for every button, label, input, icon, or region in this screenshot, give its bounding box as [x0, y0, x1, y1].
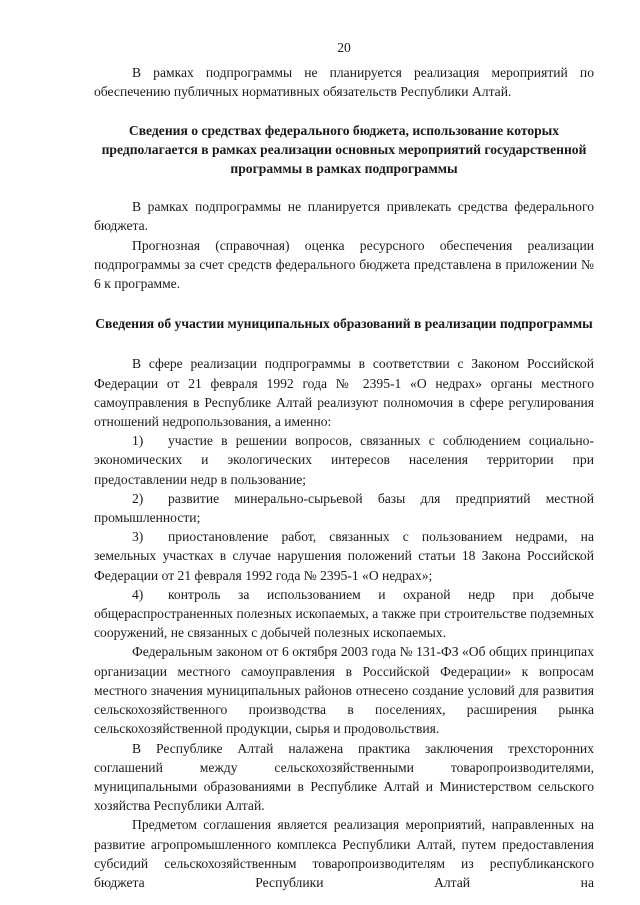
- paragraph-federal-estimate: Прогнозная (справочная) оценка ресурсного обеспечения реализации подпрограммы за счет средств федерального бюджета представлена в приложении № 6 к программе.: [94, 237, 594, 292]
- list-item-number: 4): [132, 586, 144, 602]
- list-item: [94, 527, 594, 585]
- paragraph-agreement-subject: Предметом соглашения является реализация мероприятий, направленных на развитие агропромышленного комплекса Республики Алтай, путем предоставления субсидий сельскохозяйственным товаропроизводителям из республиканского бюджета Республики Алтай на: [94, 817, 594, 890]
- document-page: [94, 38, 594, 892]
- list-item-text: развитие минерально-сырьевой базы для предприятий местной промышленности;: [94, 490, 594, 526]
- list-item-text: участие в решении вопросов, связанных с соблюдением социально-экономических и экологических интересов населения территории при предоставлении недр в пользование;: [94, 433, 594, 487]
- list-item-number: 3): [132, 529, 144, 545]
- list-item-number: 1): [132, 433, 144, 449]
- heading-federal-budget: Сведения о средствах федерального бюджета, использование которых предполагается в рамках реализации основных мероприятий государственной программы в рамках подпрограммы: [101, 122, 587, 177]
- paragraph-municipal-intro: В сфере реализации подпрограммы в соответствии с Законом Российской Федерации от 21 февраля 1992 года № 2395-1 «О недрах» органы местного самоуправления в Республике Алтай реализуют полномочия в сфере регулирования отношений недропользования, а именно:: [94, 356, 594, 430]
- paragraph-federal-not-planned: В рамках подпрограммы не планируется привлекать средства федерального бюджета.: [94, 199, 594, 234]
- list-item-text: приостановление работ, связанных с пользованием недрами, на земельных участках в случае нарушения положений статьи 18 Закона Российской Федерации от 21 февраля 1992 года № 2395-1 «О недрах»;: [94, 529, 594, 583]
- list-item-number: 2): [132, 490, 144, 506]
- page-number: 20: [337, 40, 351, 55]
- list-item: [94, 489, 594, 527]
- paragraph-trilateral-agreements: В Республике Алтай налажена практика заключения трехсторонних соглашений между сельскохозяйственными товаропроизводителями, муниципальными образованиями в Республике Алтай и Министерством сельского хозяйства Республики Алтай.: [94, 740, 594, 814]
- heading-municipal-participation: Сведения об участии муниципальных образований в реализации подпрограммы: [95, 316, 593, 332]
- paragraph-public-obligations: В рамках подпрограммы не планируется реализация мероприятий по обеспечению публичных нормативных обязательств Республики Алтай.: [94, 65, 594, 100]
- list-item: [94, 431, 594, 489]
- paragraph-federal-law-131: Федеральным законом от 6 октября 2003 года № 131-ФЗ «Об общих принципах организации местного самоуправления в Российской Федерации» к вопросам местного значения муниципальных районов отнесено создание условий для развития сельскохозяйственного производства в поселениях, расширения рынка сельскохозяйственной продукции, сырья и продовольствия.: [94, 644, 594, 737]
- list-item: [94, 585, 594, 643]
- list-item-text: контроль за использованием и охраной недр при добыче общераспространенных полезных ископаемых, а также при строительстве подземных сооружений, не связанных с добычей полезных ископаемых.: [94, 586, 594, 641]
